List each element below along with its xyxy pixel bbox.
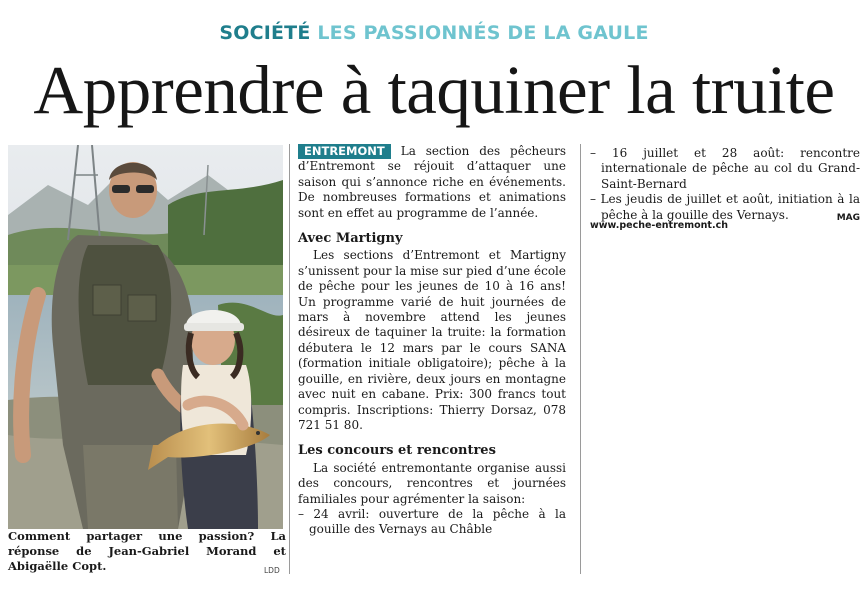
website-link[interactable]: www.peche-entremont.ch	[590, 220, 728, 231]
kicker	[0, 22, 868, 44]
paragraph: La société entremontante organise aussi des concours, rencontres et journées familiales pour agrémenter la saison:	[298, 460, 566, 506]
subheading: Les concours et rencontres	[298, 443, 496, 459]
photo-credit: LDD	[264, 566, 280, 575]
event-text: – Les jeudis de juillet et août, initiation à la pêche à la gouille des Vernays.	[590, 192, 860, 222]
article-lead	[298, 144, 566, 221]
event-item: – 16 juillet et 28 août: rencontre internationale de pêche au col du Grand-Saint-Bernard	[590, 146, 860, 191]
column-divider	[289, 144, 290, 574]
paragraph: Les sections d’Entremont et Martigny s’unissent pour la mise sur pied d’une école de pêche pour les jeunes de 10 à 16 ans! Un programme varié de huit journées de mars à novembre attend les jeunes désireux de taquiner la truite: la formation débutera le 12 mars par le cours SANA (formation initiale obligatoire); pêche à la gouille, en rivière, deux jours en montagne avec nuit en cabane. Prix: 300 francs tout compris. Inscriptions: Thierry Dorsaz, 078 721 51 80.	[298, 248, 566, 432]
column-divider	[580, 144, 581, 574]
kicker-topic: LES PASSIONNÉS DE LA GAULE	[317, 22, 649, 44]
article-photo	[8, 145, 283, 529]
article-column-2	[590, 146, 860, 226]
article-column-1	[298, 144, 566, 538]
section-label: ENTREMONT	[298, 144, 391, 159]
event-item	[590, 192, 860, 223]
author-signature: MAG	[836, 212, 860, 223]
photo-caption: Comment partager une passion? La réponse de Jean-Gabriel Morand et Abigaëlle Copt.	[8, 529, 286, 573]
event-item: – 24 avril: ouverture de la pêche à la gouille des Vernays au Châble	[298, 506, 566, 537]
kicker-rubric: SOCIÉTÉ	[219, 22, 311, 44]
lead-text: La section des pêcheurs d’Entremont se réjouit d’attaquer une saison qui s’annonce riche en événements. De nombreuses formations et animations sont en effet au programme de l’année.	[298, 144, 566, 220]
subheading: Avec Martigny	[298, 231, 403, 247]
headline: Apprendre à taquiner la truite	[33, 52, 835, 128]
